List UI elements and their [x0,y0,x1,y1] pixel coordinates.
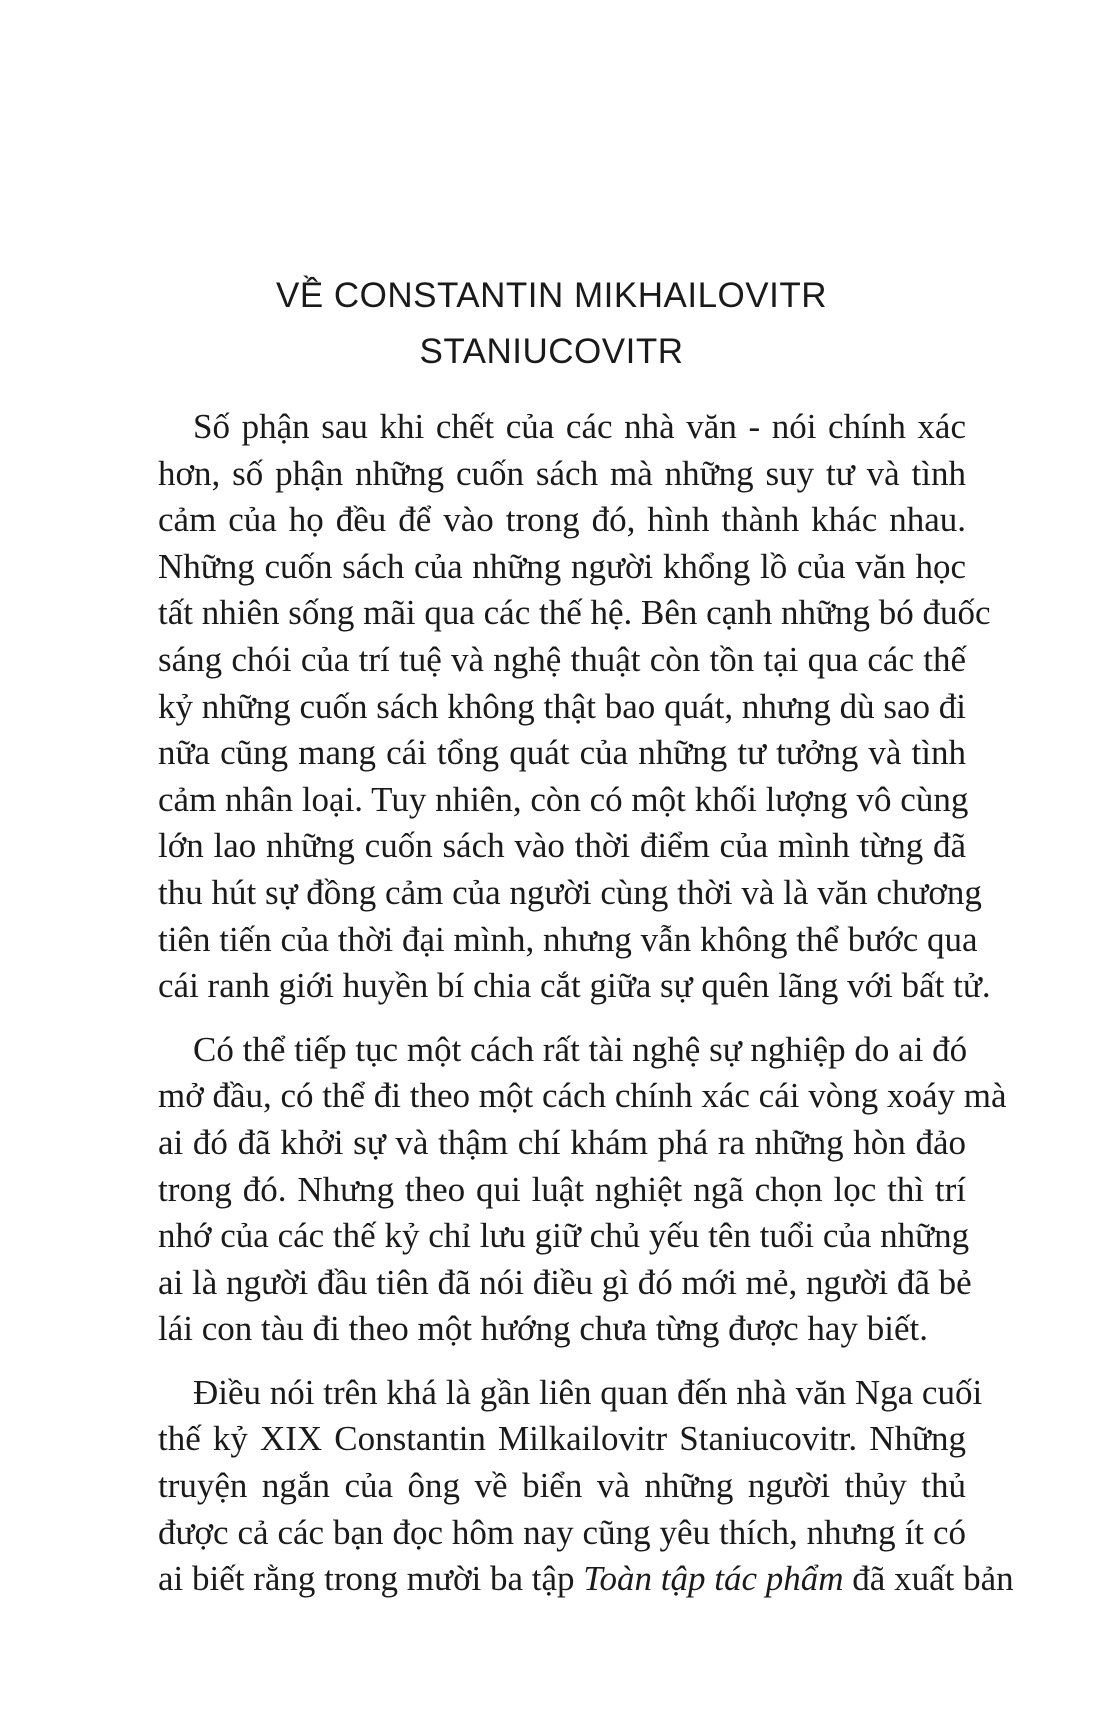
text-line: cảm nhân loại. Tuy nhiên, còn có một khối lượng vô cùng [158,779,969,819]
text-line: Điều nói trên khá là gần liên quan đến nhà văn Nga cuối [193,1372,983,1412]
text-line: mở đầu, có thể đi theo một cách chính xác cái vòng xoáy mà [158,1076,1007,1116]
text-line [158,1556,1014,1603]
chapter-title-line-2: STANIUCOVITR [419,332,684,371]
paragraph-3 [158,1370,1014,1603]
text-line: nhớ của các thế kỷ chỉ lưu giữ chủ yếu tên tuổi của những [158,1216,970,1256]
text-line: lớn lao những cuốn sách vào thời điểm của mình từng đã [158,826,966,866]
text-line: hơn, số phận những cuốn sách mà những suy tư và tình [158,453,966,493]
text-line: thu hút sự đồng cảm của người cùng thời và là văn chương [158,872,982,912]
text-line: sáng chói của trí tuệ và nghệ thuật còn tồn tại qua các thế [158,639,966,679]
text-line: tất nhiên sống mãi qua các thế hệ. Bên cạnh những bó đuốc [158,593,991,633]
text-line: ai đó đã khởi sự và thậm chí khám phá ra những hòn đảo [158,1122,966,1162]
text-line: được cả các bạn đọc hôm nay cũng yêu thích, nhưng ít có [158,1512,966,1552]
text-line: nữa cũng mang cái tổng quát của những tư tưởng và tình [158,733,966,773]
paragraph-2 [158,1027,1007,1353]
text-line: Những cuốn sách của những người khổng lồ của văn học [158,546,966,586]
text-line: trong đó. Nhưng theo qui luật nghiệt ngã chọn lọc thì trí [158,1169,966,1209]
text-segment: ai biết rằng trong mười ba tập [158,1559,584,1599]
text-line: cái ranh giới huyền bí chia cắt giữa sự quên lãng với bất tử. [158,966,991,1006]
text-line: Có thể tiếp tục một cách rất tài nghệ sự nghiệp do ai đó [193,1029,968,1069]
text-line: truyện ngắn của ông về biển và những người thủy thủ [158,1466,966,1506]
text-line: thế kỷ XIX Constantin Milkailovitr Staniucovitr. Những [158,1419,966,1459]
chapter-title [0,268,1103,380]
paragraph-1 [158,404,991,1010]
chapter-title-line-1: VỀ CONSTANTIN MIKHAILOVITR [275,276,828,315]
text-line: cảm của họ đều để vào trong đó, hình thành khác nhau. [158,500,966,540]
text-line: lái con tàu đi theo một hướng chưa từng được hay biết. [158,1309,928,1349]
book-title-italic: Toàn tập tác phẩm [583,1559,844,1599]
text-line: ai là người đầu tiên đã nói điều gì đó mới mẻ, người đã bẻ [158,1262,972,1302]
text-line: tiên tiến của thời đại mình, nhưng vẫn không thể bước qua [158,919,978,959]
text-line: Số phận sau khi chết của các nhà văn - nói chính xác [193,407,966,446]
text-segment: đã xuất bản [843,1559,1014,1599]
text-line: kỷ những cuốn sách không thật bao quát, nhưng dù sao đi [158,686,966,726]
body-text [158,404,1014,1620]
